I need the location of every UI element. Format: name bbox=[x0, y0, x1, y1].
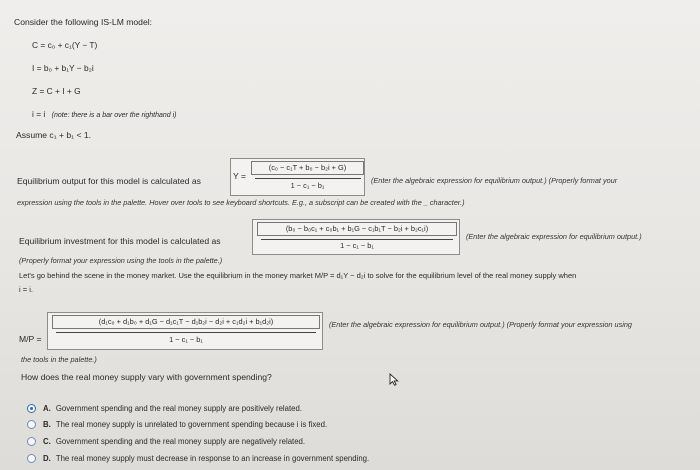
q2-fraction-bar bbox=[261, 239, 453, 240]
option-a-radio[interactable] bbox=[27, 404, 36, 413]
question-header: Consider the following IS-LM model: bbox=[14, 17, 153, 27]
q3-hint-line1: (Enter the algebraic expression for equilibrium output.) (Properly format your expression using bbox=[329, 320, 632, 329]
q2-label: Equilibrium investment for this model is calculated as bbox=[19, 236, 221, 246]
ibar-equation-text: i = i bbox=[32, 109, 46, 119]
option-b-radio[interactable] bbox=[27, 420, 36, 429]
q4-question: How does the real money supply vary with government spending? bbox=[21, 372, 272, 382]
q1-hint-line1: (Enter the algebraic expression for equilibrium output.) (Properly format your bbox=[371, 176, 618, 185]
option-a-letter: A. bbox=[43, 404, 51, 413]
ibar-note: (note: there is a bar over the righthand i) bbox=[51, 112, 177, 119]
q1-label: Equilibrium output for this model is calculated as bbox=[17, 176, 201, 186]
q1-answer-field[interactable] bbox=[230, 158, 365, 196]
q3-denominator: 1 − c₁ − b₁ bbox=[169, 335, 203, 344]
option-a[interactable] bbox=[25, 403, 545, 415]
q3-answer-field[interactable] bbox=[47, 312, 323, 350]
option-b-text: The real money supply is unrelated to government spending because i is fixed. bbox=[55, 420, 328, 429]
consumption-equation: C = c₀ + c₁(Y − T) bbox=[32, 40, 98, 50]
option-a-text: Government spending and the real money supply are positively related. bbox=[55, 404, 302, 413]
q3-intro-line2: i = i. bbox=[19, 285, 33, 294]
demand-equation: Z = C + I + G bbox=[32, 86, 81, 96]
q3-intro-line1: Let's go behind the scene in the money market. Use the equilibrium in the money market M/P = d₁Y − d₂i to solve for the equilibrium level of the real money supply when bbox=[19, 271, 577, 280]
q2-hint-line1: (Enter the algebraic expression for equilibrium output.) bbox=[466, 232, 642, 241]
q2-denominator: 1 − c₁ − b₁ bbox=[340, 241, 374, 250]
option-d-radio[interactable] bbox=[27, 454, 36, 463]
option-c[interactable] bbox=[25, 436, 545, 448]
q1-hint-line2: expression using the tools in the palette. Hover over tools to see keyboard shortcuts. E.g., a subscript can be created with the _ character.) bbox=[17, 198, 465, 207]
option-c-content bbox=[43, 437, 305, 447]
q2-numerator: (b₀ − b₀c₁ + c₀b₁ + b₁G − c₁b₁T − b₂i + b₂c₁i) bbox=[285, 224, 429, 233]
option-d[interactable] bbox=[25, 453, 585, 465]
mouse-pointer-icon bbox=[389, 373, 399, 386]
q1-denominator: 1 − c₁ − b₁ bbox=[290, 181, 325, 190]
option-b-letter: B. bbox=[43, 420, 51, 429]
option-b-content bbox=[43, 420, 327, 430]
q2-hint-line2: (Properly format your expression using the tools in the palette.) bbox=[19, 256, 223, 265]
investment-equation: I = b₀ + b₁Y − b₂i bbox=[32, 63, 94, 73]
assumption-text: Assume c₁ + b₁ < 1. bbox=[16, 130, 92, 140]
option-d-text: The real money supply must decrease in response to an increase in government spending. bbox=[55, 454, 370, 463]
q3-fraction-bar bbox=[56, 332, 316, 333]
option-c-text: Government spending and the real money supply are negatively related. bbox=[55, 437, 306, 446]
q1-numerator: (c₀ − c₁T + b₀ − b₂i + G) bbox=[268, 163, 347, 172]
option-b[interactable] bbox=[25, 419, 545, 431]
q2-answer-field[interactable] bbox=[252, 219, 460, 255]
q1-fraction-bar bbox=[255, 178, 361, 179]
option-c-radio[interactable] bbox=[27, 437, 36, 446]
q1-y-prefix: Y = bbox=[233, 171, 246, 181]
option-a-content bbox=[43, 404, 302, 414]
interest-rate-equation bbox=[32, 109, 177, 121]
q3-numerator: (d₁c₀ + d₁b₀ + d₁G − d₁c₁T − d₁b₂i − d₂i + c₁d₂i + b₁d₂i) bbox=[98, 317, 274, 326]
option-c-letter: C. bbox=[43, 437, 51, 446]
option-d-content bbox=[43, 454, 369, 464]
q3-hint-line2: the tools in the palette.) bbox=[21, 355, 97, 364]
option-d-letter: D. bbox=[43, 454, 51, 463]
q3-mp-prefix: M/P = bbox=[19, 334, 42, 344]
